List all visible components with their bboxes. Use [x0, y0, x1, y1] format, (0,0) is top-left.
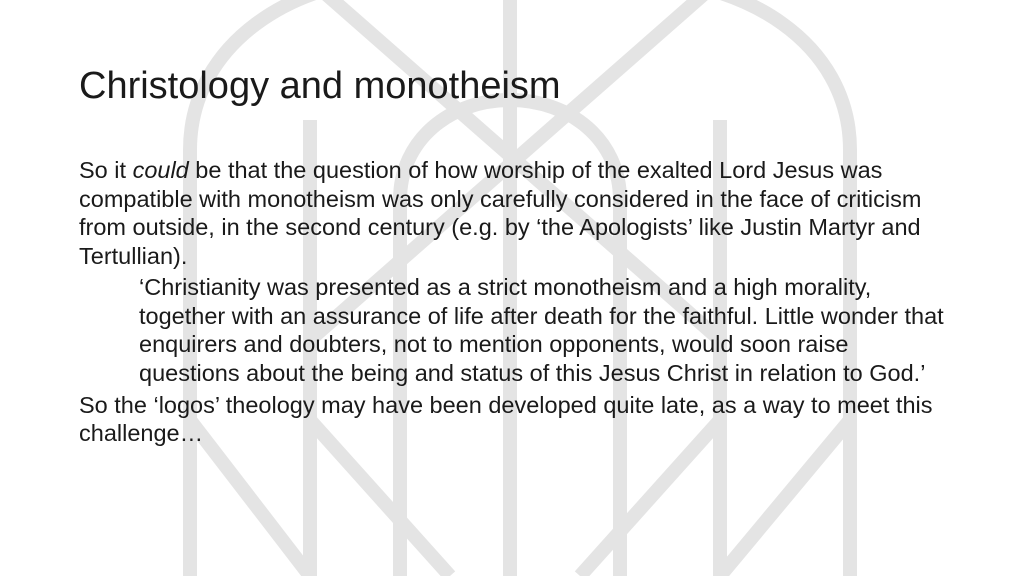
paragraph-intro	[79, 156, 959, 271]
slide-body	[79, 156, 959, 448]
paragraph-intro-emphasis: could	[132, 157, 189, 183]
paragraph-conclusion: So the ‘logos’ theology may have been developed quite late, as a way to meet this challenge…	[79, 391, 933, 447]
slide-title: Christology and monotheism	[79, 65, 561, 107]
paragraph-intro-suffix: be that the question of how worship of the exalted Lord Jesus was compatible with monotheism was only carefully considered in the face of criticism from outside, in the second century (e.g. by ‘the Apologists’ like Justin Martyr and Tertullian).	[79, 157, 922, 270]
paragraph-intro-prefix: So it	[79, 157, 133, 183]
block-quote: ‘Christianity was presented as a strict monotheism and a high morality, together with an assurance of life after death for the faithful. Little wonder that enquirers and doubters, not to mention opponents, would soon raise questions about the being and status of this Jesus Christ in relation to God.’	[139, 273, 944, 386]
